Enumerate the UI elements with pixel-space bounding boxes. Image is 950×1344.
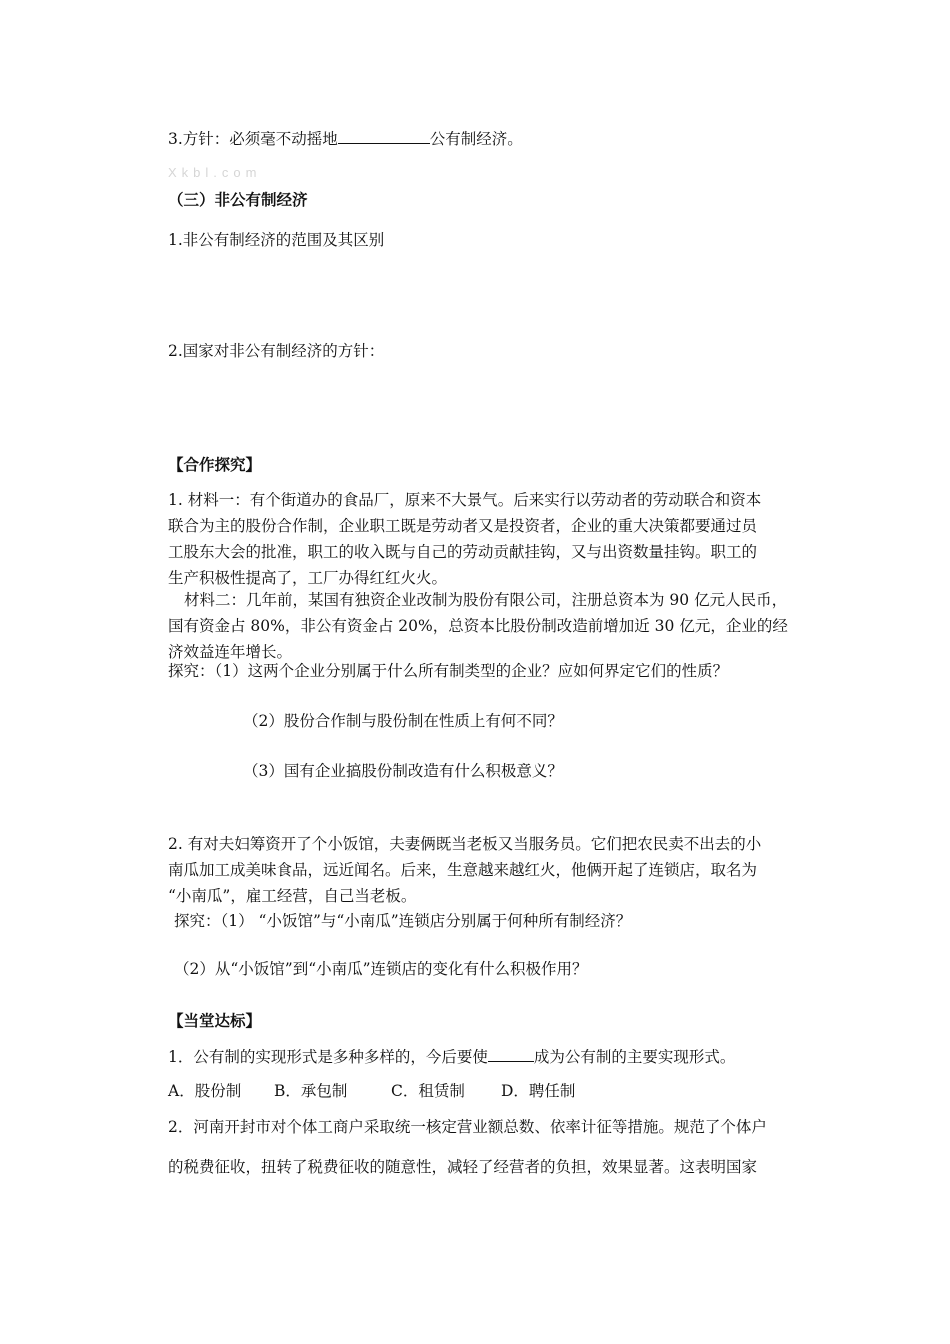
text-line: 南瓜加工成美味食品，远近闻名。后来，生意越来越红火，他俩开起了连锁店，取名为 (168, 861, 758, 879)
section-title-non-public: （三）非公有制经济 (168, 191, 308, 209)
policy-line-after: 公有制经济。 (429, 130, 523, 148)
policy-line (168, 128, 523, 149)
question-1-2: （2）股份合作制与股份制在性质上有何不同？ (243, 712, 563, 730)
text-line: 2. 有对夫妇筹资开了个小饭馆，夫妻俩既当老板又当服务员。它们把农民卖不出去的小 (168, 835, 762, 853)
section-title-practice: 【当堂达标】 (168, 1012, 262, 1030)
text-line: 济效益连年增长。 (168, 643, 293, 661)
material-one (168, 487, 816, 591)
material-two (168, 587, 816, 665)
text-line: 材料二：几年前，某国有独资企业改制为股份有限公司，注册总资本为 90 亿元人民币， (184, 591, 788, 609)
practice-q1-before: 1．公有制的实现形式是多种多样的，今后要使 (168, 1048, 488, 1066)
text-line: 1. 材料一：有个街道办的食品厂，原来不大景气。后来实行以劳动者的劳动联合和资本 (168, 491, 762, 509)
text-line: 国有资金占 80%，非公有资金占 20%，总资本比股份制改造前增加近 30 亿元，企业的经 (168, 617, 788, 635)
practice-question-1 (168, 1046, 735, 1067)
item-scope: 1.非公有制经济的范围及其区别 (168, 231, 385, 249)
fill-blank[interactable] (338, 128, 430, 144)
case-two (168, 831, 816, 909)
practice-options (168, 1081, 575, 1101)
practice-q1-after: 成为公有制的主要实现形式。 (533, 1048, 736, 1066)
section-title-cooperation: 【合作探究】 (168, 456, 262, 474)
item-policy: 2.国家对非公有制经济的方针： (168, 342, 385, 360)
option-d[interactable]: D．聘任制 (501, 1082, 576, 1100)
watermark: Xkbl.com (168, 165, 262, 180)
practice-q2-line-2: 的税费征收，扭转了税费征收的随意性，减轻了经营者的负担，效果显著。这表明国家 (168, 1158, 758, 1176)
text-line: 工股东大会的批准，职工的收入既与自己的劳动贡献挂钩，又与出资数量挂钩。职工的 (168, 543, 758, 561)
practice-q2-line-1: 2．河南开封市对个体工商户采取统一核定营业额总数、依率计征等措施。规范了个体户 (168, 1118, 767, 1136)
text-line: “小南瓜”，雇工经营，自己当老板。 (168, 887, 417, 905)
question-1-1: 探究：（1）这两个企业分别属于什么所有制类型的企业？应如何界定它们的性质？ (168, 662, 729, 680)
fill-blank[interactable] (488, 1046, 534, 1062)
option-b[interactable]: B．承包制 (274, 1082, 348, 1100)
question-2-2: （2）从“小饭馆”到“小南瓜”连锁店的变化有什么积极作用？ (174, 960, 588, 978)
option-c[interactable]: C．租赁制 (391, 1082, 465, 1100)
text-line: 联合为主的股份合作制，企业职工既是劳动者又是投资者，企业的重大决策都要通过员 (168, 517, 758, 535)
question-2-1: 探究：（1） “小饭馆”与“小南瓜”连锁店分别属于何种所有制经济？ (174, 912, 632, 930)
option-a[interactable]: A．股份制 (168, 1082, 242, 1100)
policy-line-before: 3.方针：必须毫不动摇地 (168, 130, 338, 148)
text-line: 生产积极性提高了，工厂办得红红火火。 (168, 569, 448, 587)
question-1-3: （3）国有企业搞股份制改造有什么积极意义？ (243, 762, 563, 780)
